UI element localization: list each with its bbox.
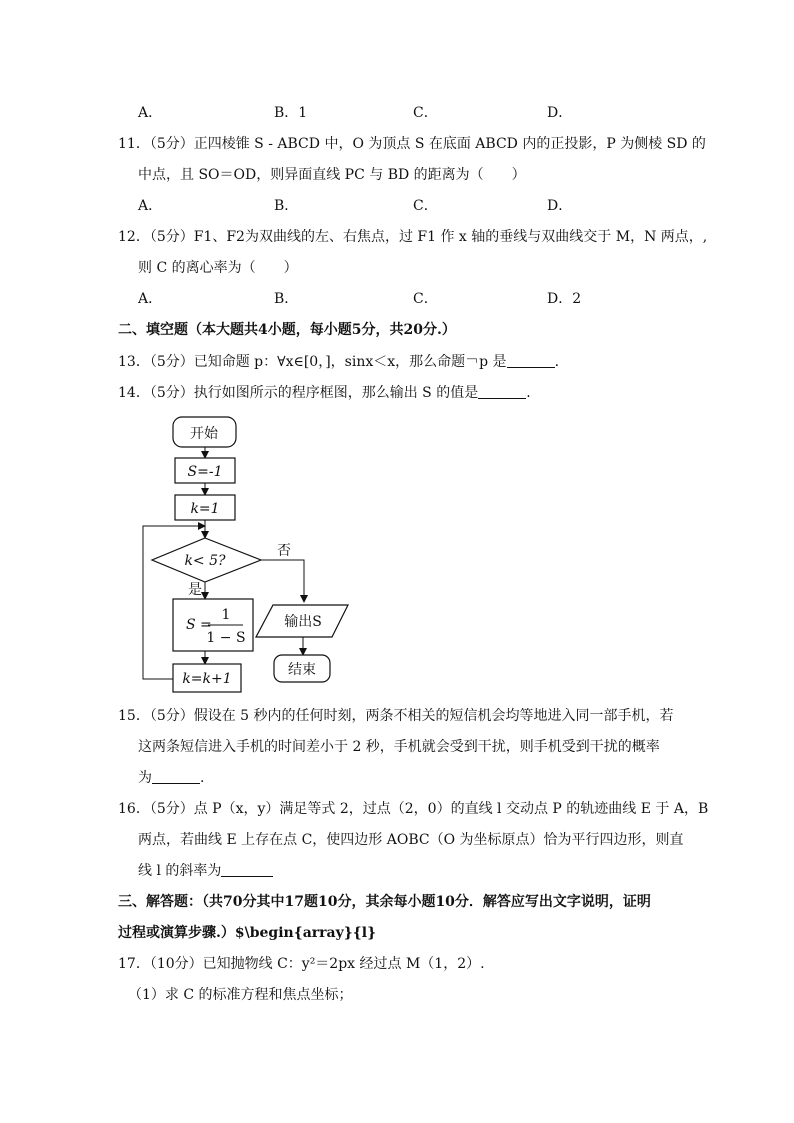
- q10-option-b: B．1: [274, 105, 308, 121]
- flow-end-label: 结束: [288, 662, 316, 678]
- flow-assign-denominator: 1 − S: [206, 630, 246, 646]
- flow-assign-lhs: S =: [186, 617, 212, 633]
- q15-answer-blank: [152, 769, 200, 784]
- flow-yes-label: 是: [188, 582, 202, 598]
- q15-end: .: [200, 770, 205, 786]
- q10-option-c: C．: [413, 105, 438, 121]
- flow-start-label: 开始: [190, 426, 218, 442]
- q12-line-1: 12．（5分）F1、F2为双曲线的左、右焦点，过 F1 作 x 轴的垂线与双曲线交于 M，N 两点，,: [118, 229, 708, 245]
- q11-option-a: A．: [138, 198, 163, 214]
- flow-no-label: 否: [277, 543, 291, 559]
- q14-answer-blank: [478, 384, 526, 399]
- q16-line-2: 两点，若曲线 E 上存在点 C，使四边形 AOBC（O 为坐标原点）恰为平行四边形，则直: [138, 832, 684, 848]
- section-3-heading-line-1: 三、解答题：（共70分其中17题10分，其余每小题10分．解答应写出文字说明，证明: [118, 894, 651, 910]
- section-3-heading-line-2: 过程或演算步骤.）$\begin{array}{l}: [118, 925, 377, 941]
- flow-incr-label: k=k+1: [182, 671, 232, 687]
- q13-end: .: [554, 354, 560, 370]
- q14-text: 14．（5分）执行如图所示的程序框图，那么输出 S 的值是: [118, 385, 479, 401]
- q13-text: 13．（5分）已知命题 p：∀x∈[0，]，sinx＜x，那么命题￢p 是: [118, 354, 507, 370]
- q11-line-2: 中点，且 SO＝OD，则异面直线 PC 与 BD 的距离为（ ）: [138, 167, 526, 183]
- q10-option-a: A．: [138, 105, 163, 121]
- flow-assign-numerator: 1: [221, 607, 231, 623]
- section-2-heading: 二、填空题（本大题共4小题，每小题5分，共20分.）: [118, 322, 456, 338]
- q11-line-1: 11．（5分）正四棱锥 S - ABCD 中，O 为顶点 S 在底面 ABCD 内的正投影，P 为侧棱 SD 的: [118, 136, 706, 152]
- flow-no-arrow: [261, 560, 304, 602]
- q13-answer-blank: [507, 353, 555, 368]
- q11-option-c: C．: [413, 198, 438, 214]
- q11-option-b: B．: [274, 198, 299, 214]
- q14-end: .: [526, 385, 531, 401]
- q12-option-b: B．: [274, 291, 299, 307]
- q12-option-d: D．2: [547, 291, 582, 307]
- q12-option-a: A．: [138, 291, 163, 307]
- q10-option-d: D．: [547, 105, 573, 121]
- q16-line-3: [138, 861, 273, 881]
- q14-line: [118, 383, 531, 403]
- q12-option-c: C．: [413, 291, 438, 307]
- q15-line-2: 这两条短信进入手机的时间差小于 2 秒，手机就会受到干扰，则手机受到干扰的概率: [138, 739, 660, 755]
- q15-line-3-text: 为: [138, 770, 152, 786]
- q16-line-1: 16．（5分）点 P（x，y）满足等式 2，过点（2，0）的直线 l 交动点 P 的轨迹曲线 E 于 A，B: [118, 801, 709, 817]
- program-flowchart: [138, 412, 358, 697]
- q15-line-3: [138, 768, 204, 788]
- flow-k-init-label: k=1: [190, 501, 220, 517]
- flow-condition-label: k< 5?: [184, 553, 226, 569]
- q15-line-1: 15．（5分）假设在 5 秒内的任何时刻，两条不相关的短信机会均等地进入同一部手机，若: [118, 708, 674, 724]
- q12-line-2: 则 C 的离心率为（ ）: [138, 260, 298, 276]
- flow-output-label: 输出S: [284, 614, 322, 630]
- flow-s-init-label: S=-1: [187, 464, 223, 480]
- q11-option-d: D．: [547, 198, 573, 214]
- q17-part-1: （1）求 C 的标准方程和焦点坐标；: [128, 987, 353, 1003]
- q17-line-1: 17．（10分）已知抛物线 C：y²＝2px 经过点 M（1，2）.: [118, 956, 485, 972]
- q16-line-3-text: 线 l 的斜率为: [138, 863, 222, 879]
- q13-line: [118, 352, 559, 372]
- q16-answer-blank: [221, 862, 273, 877]
